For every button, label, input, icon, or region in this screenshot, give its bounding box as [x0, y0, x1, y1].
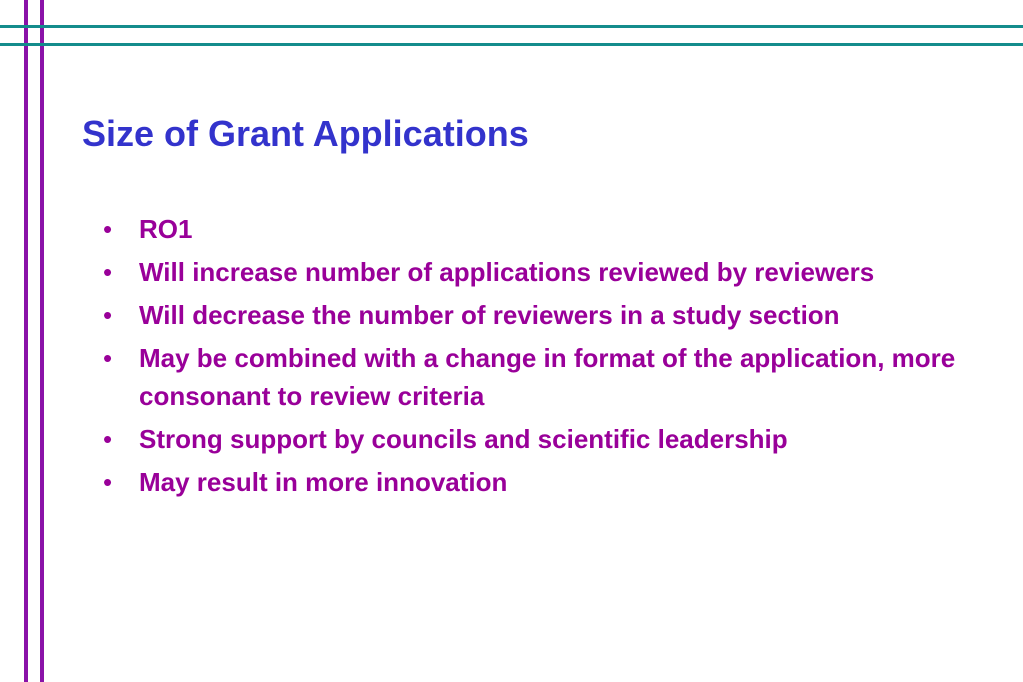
- right-vertical-rule: [40, 0, 44, 682]
- bullet-text: Will increase number of applications reviewed by reviewers: [139, 257, 875, 287]
- bullet-dot-icon: •: [103, 467, 113, 497]
- bullet-dot-icon: •: [103, 343, 113, 373]
- bullet-item: [103, 420, 983, 458]
- bullet-text: May be combined with a change in format of the application, more consonant to review criteria: [139, 343, 956, 411]
- bullet-dot-icon: •: [103, 257, 113, 287]
- bullet-item: [103, 296, 983, 334]
- left-vertical-rule: [24, 0, 28, 682]
- bullet-dot-icon: •: [103, 214, 113, 244]
- bullet-dot-icon: •: [103, 300, 113, 330]
- bullet-text: Strong support by councils and scientific leadership: [139, 424, 788, 454]
- bullet-list: [103, 210, 983, 506]
- bullet-item: [103, 253, 983, 291]
- slide-title: Size of Grant Applications: [82, 113, 529, 154]
- top-horizontal-rule: [0, 25, 1023, 28]
- bullet-text: May result in more innovation: [139, 467, 508, 497]
- second-horizontal-rule: [0, 43, 1023, 46]
- bullet-text: Will decrease the number of reviewers in a study section: [139, 300, 840, 330]
- bullet-text: RO1: [139, 214, 193, 244]
- bullet-dot-icon: •: [103, 424, 113, 454]
- bullet-item: [103, 463, 983, 501]
- bullet-item: [103, 210, 983, 248]
- bullet-item: [103, 339, 983, 415]
